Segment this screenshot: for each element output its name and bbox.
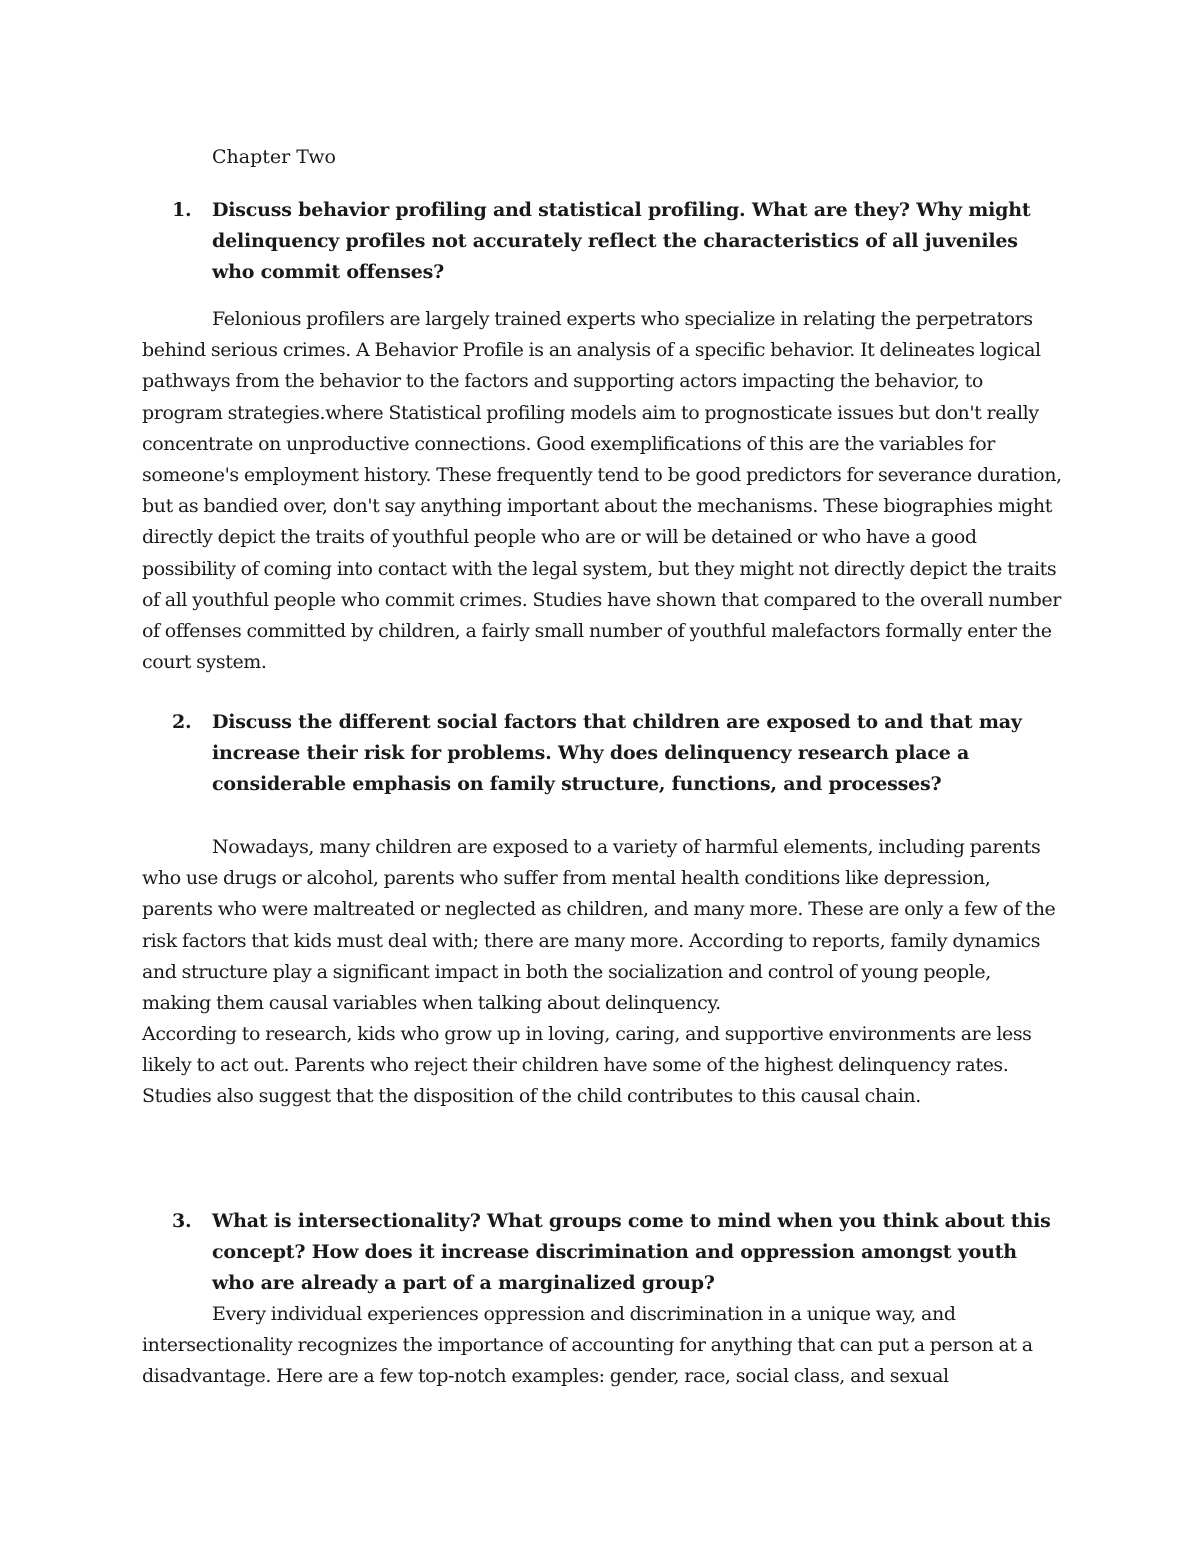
question-1 <box>172 195 1052 288</box>
question-2 <box>172 707 1052 800</box>
answer-1-paragraph: Felonious profilers are largely trained experts who specialize in relating the perpetrators behind serious crimes. A Behavior Profile is an analysis of a specific behavior. It delineates logical pathways from the behavior to the factors and supporting actors impacting the behavior, to program strategies.where Statistical profiling models aim to prognosticate issues but don't really concentrate on unproductive connections. Good exemplifications of this are the variables for someone's employment history. These frequently tend to be good predictors for severance duration, but as bandied over, don't say anything important about the mechanisms. These biographies might directly depict the traits of youthful people who are or will be detained or who have a good possibility of coming into contact with the legal system, but they might not directly depict the traits of all youthful people who commit crimes. Studies have shown that compared to the overall number of offenses committed by children, a fairly small number of youthful malefactors formally enter the court system. <box>142 308 1062 674</box>
question-3 <box>172 1206 1052 1299</box>
question-number: 2. <box>172 711 192 733</box>
question-number: 3. <box>172 1210 192 1232</box>
question-text: Discuss the different social factors that children are exposed to and that may increase their risk for problems. Why does delinquency research place a considerable emphasis on family structure, functions, and processes? <box>212 711 1022 795</box>
answer-2-paragraph-2: According to research, kids who grow up in loving, caring, and supportive environments are less likely to act out. Parents who reject their children have some of the highest delinquency rates. Studies also suggest that the disposition of the child contributes to this causal chain. <box>142 1023 1032 1108</box>
answer-3-paragraph: Every individual experiences oppression and discrimination in a unique way, and intersectionality recognizes the importance of accounting for anything that can put a person at a disadvantage. Here are a few top-notch examples: gender, race, social class, and sexual <box>142 1303 1033 1388</box>
question-text: Discuss behavior profiling and statistical profiling. What are they? Why might delinquency profiles not accurately reflect the characteristics of all juveniles who commit offenses? <box>212 199 1031 283</box>
chapter-heading: Chapter Two <box>212 146 336 168</box>
question-number: 1. <box>172 199 192 221</box>
question-text: What is intersectionality? What groups come to mind when you think about this concept? How does it increase discrimination and oppression amongst youth who are already a part of a marginalized group? <box>212 1210 1051 1294</box>
answer-2-paragraph-1: Nowadays, many children are exposed to a variety of harmful elements, including parents who use drugs or alcohol, parents who suffer from mental health conditions like depression, parents who were maltreated or neglected as children, and many more. These are only a few of the risk factors that kids must deal with; there are many more. According to reports, family dynamics and structure play a significant impact in both the socialization and control of young people, making them causal variables when talking about delinquency. <box>142 836 1056 1015</box>
